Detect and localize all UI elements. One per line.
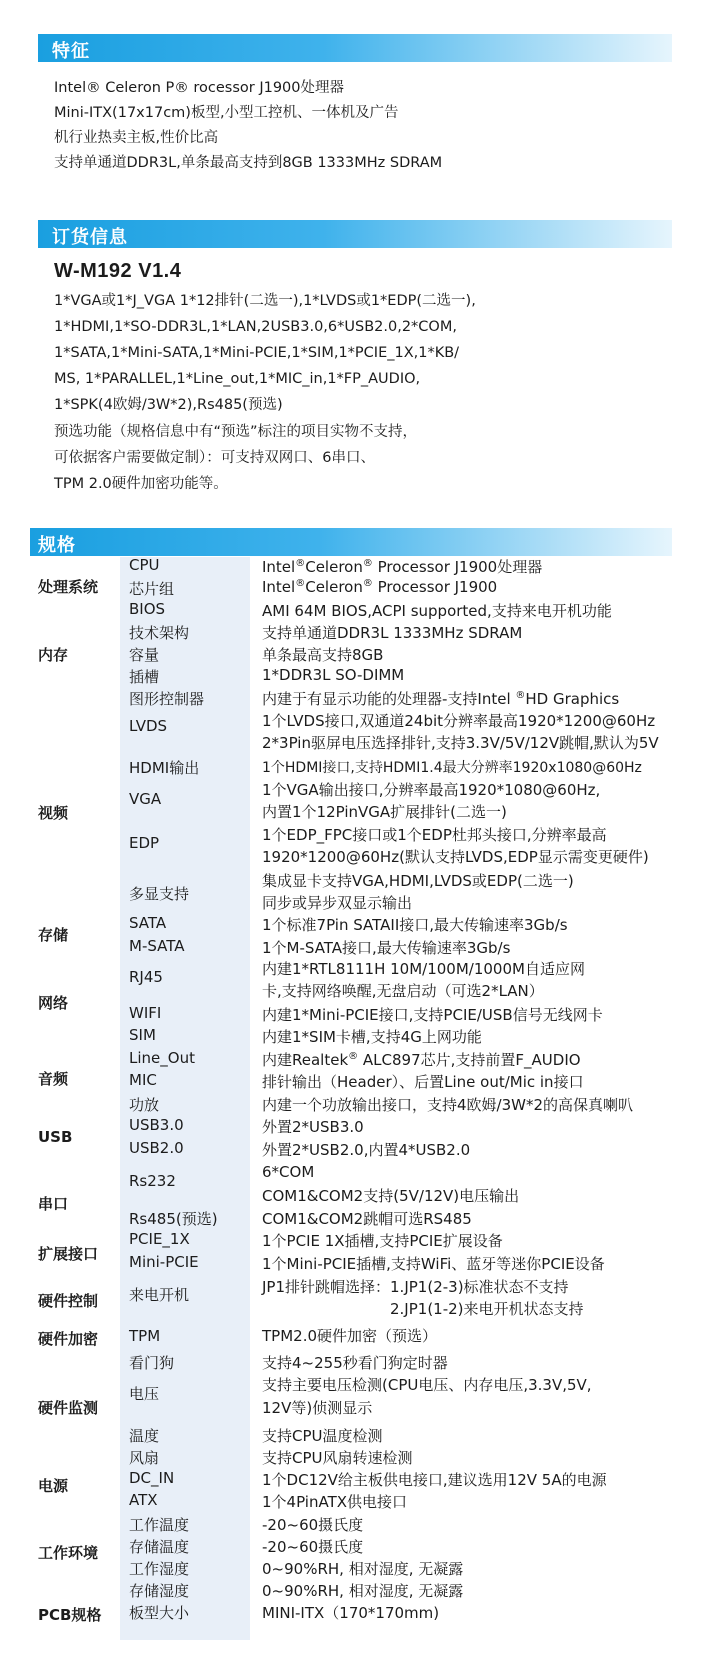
spec-item: TPM	[129, 1327, 161, 1345]
spec-item: Mini-PCIE	[129, 1253, 199, 1271]
ordering-line: 可依据客户需要做定制）：可支持双网口、6串口、	[54, 450, 375, 466]
spec-item: BIOS	[129, 600, 166, 618]
spec-group: 扩展接口	[38, 1245, 99, 1263]
spec-item: Rs485(预选)	[129, 1210, 218, 1228]
spec-item: 工作湿度	[129, 1560, 190, 1578]
spec-item: RJ45	[129, 968, 163, 986]
spec-item: M-SATA	[129, 937, 185, 955]
spec-value: 1920*1200@60Hz(默认支持LVDS,EDP显示需变更硬件)	[262, 848, 649, 866]
ordering-line: 预选功能（规格信息中有“预选”标注的项目实物不支持，	[54, 424, 418, 440]
spec-value: 内建一个功放输出接口，支持4欧姆/3W*2的高保真喇叭	[262, 1096, 634, 1114]
spec-item: USB3.0	[129, 1116, 184, 1134]
spec-group: 网络	[38, 994, 69, 1012]
ordering-line: 1*SATA,1*Mini-SATA,1*Mini-PCIE,1*SIM,1*PCIE_1X,1*KB/	[54, 345, 460, 361]
spec-group: 硬件加密	[38, 1330, 99, 1348]
spec-item: 电压	[129, 1385, 160, 1403]
spec-item: 板型大小	[129, 1604, 190, 1622]
spec-item: HDMI输出	[129, 759, 200, 777]
spec-item: 功放	[129, 1096, 160, 1114]
spec-value: 12V等)侦测显示	[262, 1399, 373, 1417]
spec-value: 6*COM	[262, 1163, 315, 1181]
spec-value-audio-chip: 内建Realtek® ALC897芯片,支持前置F_AUDIO	[262, 1051, 581, 1069]
spec-value: 卡,支持网络唤醒,无盘启动（可选2*LAN）	[262, 982, 544, 1000]
spec-group: PCB规格	[38, 1606, 102, 1624]
spec-item: LVDS	[129, 717, 168, 735]
spec-value: 支持单通道DDR3L 1333MHz SDRAM	[262, 624, 523, 642]
feature-line: 机行业热卖主板,性价比高	[54, 130, 219, 146]
spec-item: 温度	[129, 1427, 160, 1445]
spec-group: 视频	[38, 804, 69, 822]
section-header-ordering	[38, 220, 672, 248]
spec-value: 1个HDMI接口,支持HDMI1.4最大分辨率1920x1080@60Hz	[262, 760, 642, 776]
spec-group: 串口	[38, 1195, 69, 1213]
spec-value: JP1排针跳帽选择：1.JP1(2-3)标准状态不支持	[262, 1278, 569, 1296]
ordering-line: 1*HDMI,1*SO-DDR3L,1*LAN,2USB3.0,6*USB2.0,2*COM,	[54, 319, 457, 335]
section-header-specs	[30, 528, 672, 556]
ordering-line: 1*SPK(4欧姆/3W*2),Rs485(预选)	[54, 397, 283, 413]
spec-group: 内存	[38, 646, 69, 664]
spec-item: 看门狗	[129, 1354, 175, 1372]
spec-value: 内建1*RTL8111H 10M/100M/1000M自适应网	[262, 960, 585, 978]
spec-value: MINI-ITX（170*170mm)	[262, 1604, 440, 1622]
spec-value: 1个PCIE 1X插槽,支持PCIE扩展设备	[262, 1232, 503, 1250]
spec-item: EDP	[129, 834, 160, 852]
spec-value: 2.JP1(1-2)来电开机状态支持	[390, 1300, 584, 1318]
spec-value: 1个M-SATA接口,最大传输速率3Gb/s	[262, 939, 511, 957]
spec-value: 0~90%RH, 相对湿度, 无凝露	[262, 1582, 464, 1600]
spec-item: 来电开机	[129, 1286, 190, 1304]
spec-value: 1个Mini-PCIE插槽,支持WiFi、蓝牙等迷你PCIE设备	[262, 1255, 605, 1273]
spec-item: SATA	[129, 914, 167, 932]
spec-item: PCIE_1X	[129, 1230, 190, 1248]
spec-item: 容量	[129, 646, 160, 664]
section-header-features	[38, 34, 672, 62]
spec-value: 2*3Pin驱屏电压选择排针,支持3.3V/5V/12V跳帽,默认为5V	[262, 734, 659, 752]
spec-item: 工作温度	[129, 1516, 190, 1534]
spec-item: Rs232	[129, 1172, 176, 1190]
spec-value: 1*DDR3L SO-DIMM	[262, 666, 405, 684]
spec-value: -20~60摄氏度	[262, 1516, 364, 1534]
spec-item: SIM	[129, 1026, 156, 1044]
spec-item: USB2.0	[129, 1139, 184, 1157]
spec-item: CPU	[129, 556, 160, 574]
spec-value: 1个EDP_FPC接口或1个EDP杜邦头接口,分辨率最高	[262, 826, 607, 844]
spec-value-chipset: Intel®Celeron® Processor J1900	[262, 578, 498, 596]
spec-value: 外置2*USB3.0	[262, 1118, 364, 1136]
ordering-line: TPM 2.0硬件加密功能等。	[54, 476, 228, 492]
spec-value: -20~60摄氏度	[262, 1538, 364, 1556]
spec-value: 支持主要电压检测(CPU电压、内存电压,3.3V,5V,	[262, 1376, 592, 1394]
feature-line: Mini-ITX(17x17cm)板型,小型工控机、一体机及广告	[54, 105, 399, 121]
spec-item: 存储湿度	[129, 1582, 190, 1600]
spec-value-cpu: Intel®Celeron® Processor J1900处理器	[262, 558, 543, 576]
spec-value: 1个VGA输出接口,分辨率最高1920*1080@60Hz,	[262, 781, 601, 799]
spec-value: 外置2*USB2.0,内置4*USB2.0	[262, 1141, 471, 1159]
spec-value: 支持4~255秒看门狗定时器	[262, 1354, 448, 1372]
feature-line: 支持单通道DDR3L,单条最高支持到8GB 1333MHz SDRAM	[54, 155, 443, 171]
spec-value: 内建1*SIM卡槽,支持4G上网功能	[262, 1028, 482, 1046]
spec-group: 处理系统	[38, 578, 99, 596]
spec-value: 支持CPU温度检测	[262, 1427, 383, 1445]
spec-item: 插槽	[129, 668, 160, 686]
spec-group: 硬件监测	[38, 1399, 99, 1417]
spec-item: ATX	[129, 1491, 158, 1509]
spec-value: AMI 64M BIOS,ACPI supported,支持来电开机功能	[262, 602, 612, 620]
model-name: W-M192 V1.4	[54, 260, 182, 282]
section-title: 特征	[52, 41, 90, 62]
spec-value: 内置1个12PinVGA扩展排针(二选一)	[262, 803, 507, 821]
spec-value: 1个4PinATX供电接口	[262, 1493, 408, 1511]
spec-value: 集成显卡支持VGA,HDMI,LVDS或EDP(二选一)	[262, 872, 574, 890]
spec-value: TPM2.0硬件加密（预选）	[262, 1327, 438, 1345]
section-title: 订货信息	[52, 227, 128, 248]
ordering-line: MS, 1*PARALLEL,1*Line_out,1*MIC_in,1*FP_AUDIO,	[54, 371, 421, 387]
spec-group: 硬件控制	[38, 1292, 99, 1310]
spec-item: Line_Out	[129, 1049, 195, 1067]
spec-value: 1个DC12V给主板供电接口,建议选用12V 5A的电源	[262, 1471, 607, 1489]
spec-value: COM1&COM2支持(5V/12V)电压输出	[262, 1187, 520, 1205]
spec-item: MIC	[129, 1071, 157, 1089]
spec-value: 1个标准7Pin SATAII接口,最大传输速率3Gb/s	[262, 916, 568, 934]
spec-group: 电源	[38, 1477, 69, 1495]
spec-item: 多显支持	[129, 885, 190, 903]
spec-value: COM1&COM2跳帽可选RS485	[262, 1210, 472, 1228]
spec-item: 芯片组	[129, 580, 175, 598]
feature-line: Intel® Celeron P® rocessor J1900处理器	[54, 80, 345, 96]
spec-group: 工作环境	[38, 1544, 99, 1562]
spec-item: 存储温度	[129, 1538, 190, 1556]
spec-value: 1个LVDS接口,双通道24bit分辨率最高1920*1200@60Hz	[262, 712, 656, 730]
section-title: 规格	[38, 535, 76, 556]
spec-value: 内建1*Mini-PCIE接口,支持PCIE/USB信号无线网卡	[262, 1006, 603, 1024]
spec-item: 技术架构	[129, 624, 190, 642]
spec-value: 单条最高支持8GB	[262, 646, 384, 664]
spec-value: 支持CPU风扇转速检测	[262, 1449, 413, 1467]
spec-item: VGA	[129, 790, 162, 808]
ordering-line: 1*VGA或1*J_VGA 1*12排针(二选一),1*LVDS或1*EDP(二选一),	[54, 293, 476, 309]
spec-group: 音频	[38, 1070, 69, 1088]
spec-value: 0~90%RH, 相对湿度, 无凝露	[262, 1560, 464, 1578]
spec-group: USB	[38, 1128, 73, 1146]
spec-value: 同步或异步双显示输出	[262, 894, 413, 912]
spec-value: 排针输出（Header）、后置Line out/Mic in接口	[262, 1073, 584, 1091]
spec-item: WIFI	[129, 1004, 162, 1022]
spec-item: 风扇	[129, 1449, 160, 1467]
spec-item: 图形控制器	[129, 690, 205, 708]
spec-value-gpu: 内建于有显示功能的处理器-支持Intel ®HD Graphics	[262, 690, 620, 708]
spec-item: DC_IN	[129, 1469, 175, 1487]
spec-group: 存储	[38, 926, 69, 944]
